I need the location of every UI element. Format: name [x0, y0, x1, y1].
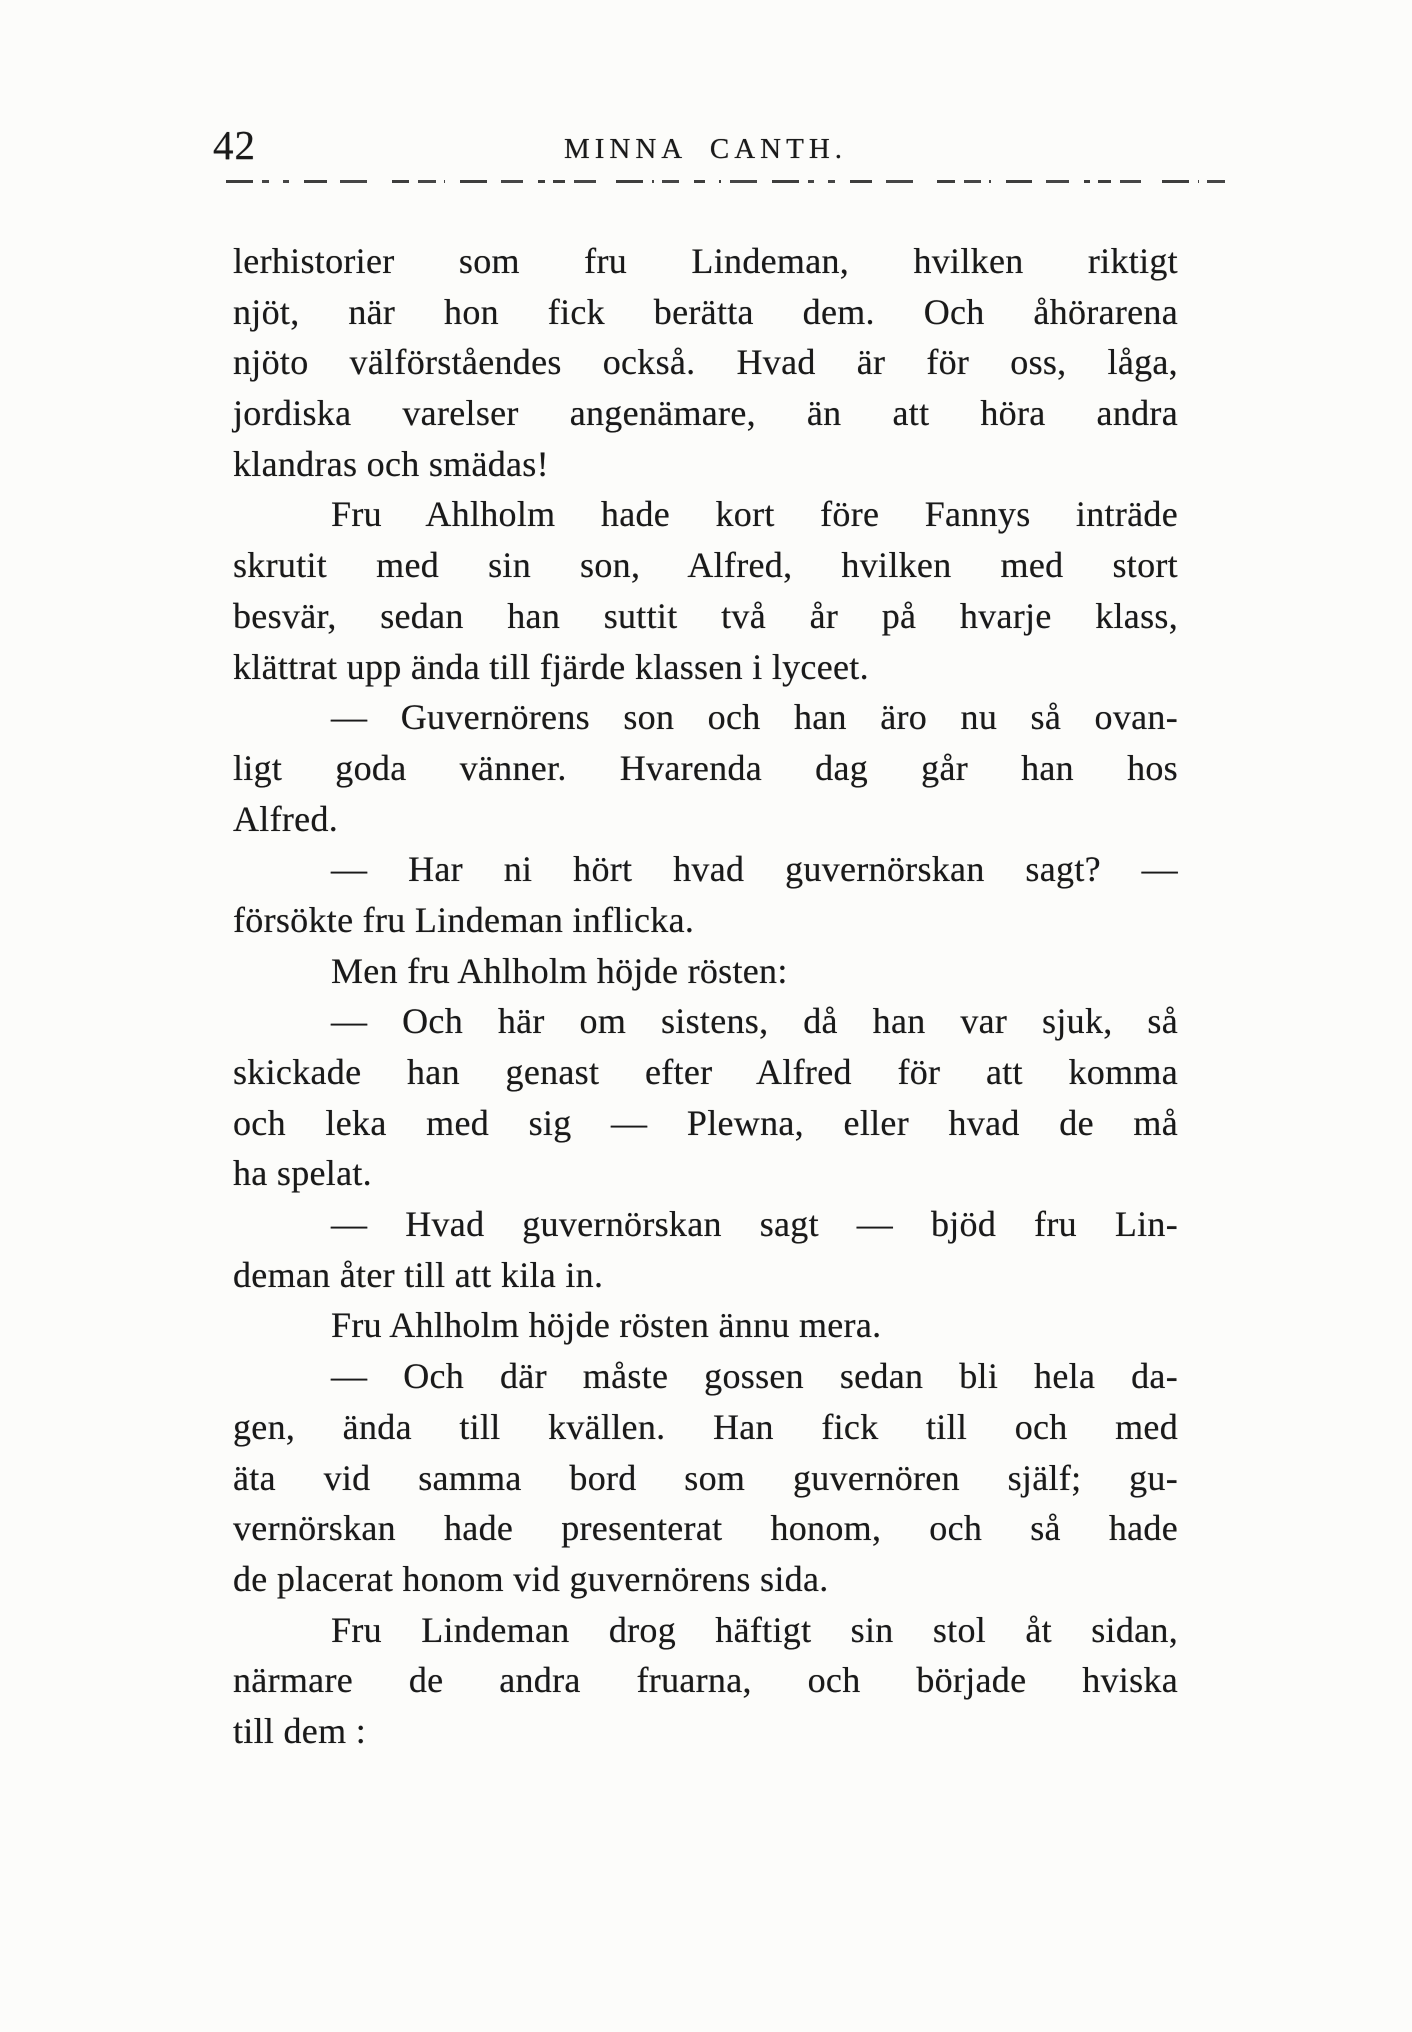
text-line: lerhistorier som fru Lindeman, hvilken riktigt [233, 241, 1178, 281]
text-line: de placerat honom vid guvernörens sida. [233, 1558, 829, 1599]
text-line: skickade han genast efter Alfred för att komma [233, 1052, 1178, 1092]
text-line: — Har ni hört hvad guvernörskan sagt? — [331, 849, 1178, 890]
text-line: jordiska varelser angenämare, än att höra andra [233, 393, 1178, 434]
text-line: Fru Lindeman drog häftigt sin stol åt sidan, [331, 1609, 1178, 1650]
text-line: vernörskan hade presenterat honom, och så hade [233, 1508, 1178, 1549]
text-line: Men fru Ahlholm höjde rösten: [331, 950, 788, 991]
text-line: klandras och smädas! [233, 443, 549, 484]
text-line: och leka med sig — Plewna, eller hvad de må [233, 1102, 1178, 1143]
text-line: Fru Ahlholm hade kort före Fannys inträde [331, 494, 1178, 535]
text-line: Fru Ahlholm höjde rösten ännu mera. [331, 1305, 882, 1346]
text-line: — Guvernörens son och han äro nu så ovan- [331, 697, 1178, 738]
page-text-column [233, 236, 1178, 1757]
text-line: Alfred. [233, 798, 339, 839]
text-line: äta vid samma bord som guvernören själf; gu- [233, 1457, 1178, 1498]
text-line: — Och där måste gossen sedan bli hela da- [331, 1356, 1178, 1397]
text-line: — Hvad guvernörskan sagt — bjöd fru Lin- [331, 1204, 1178, 1245]
page-number: 42 [213, 122, 256, 168]
text-line: besvär, sedan han suttit två år på hvarje klass, [233, 595, 1178, 636]
text-line: — Och här om sistens, då han var sjuk, så [331, 1001, 1178, 1042]
text-line: ha spelat. [233, 1153, 372, 1194]
text-line: skrutit med sin son, Alfred, hvilken med stort [233, 545, 1178, 586]
text-line: klättrat upp ända till fjärde klassen i lyceet. [233, 646, 869, 687]
text-line: ligt goda vänner. Hvarenda dag går han hos [233, 747, 1178, 788]
text-line: till dem : [233, 1710, 366, 1751]
running-title: MINNA CANTH. [563, 133, 848, 165]
text-line: gen, ända till kvällen. Han fick till och med [233, 1406, 1178, 1447]
text-line: njöt, när hon fick berätta dem. Och åhörarena [233, 291, 1178, 332]
text-line: försökte fru Lindeman inflicka. [233, 899, 695, 940]
header-rule [226, 180, 1240, 183]
text-line: närmare de andra fruarna, och började hviska [233, 1660, 1178, 1701]
text-line: njöto välförståendes också. Hvad är för oss, låga, [233, 342, 1178, 383]
text-line: deman åter till att kila in. [233, 1254, 604, 1295]
